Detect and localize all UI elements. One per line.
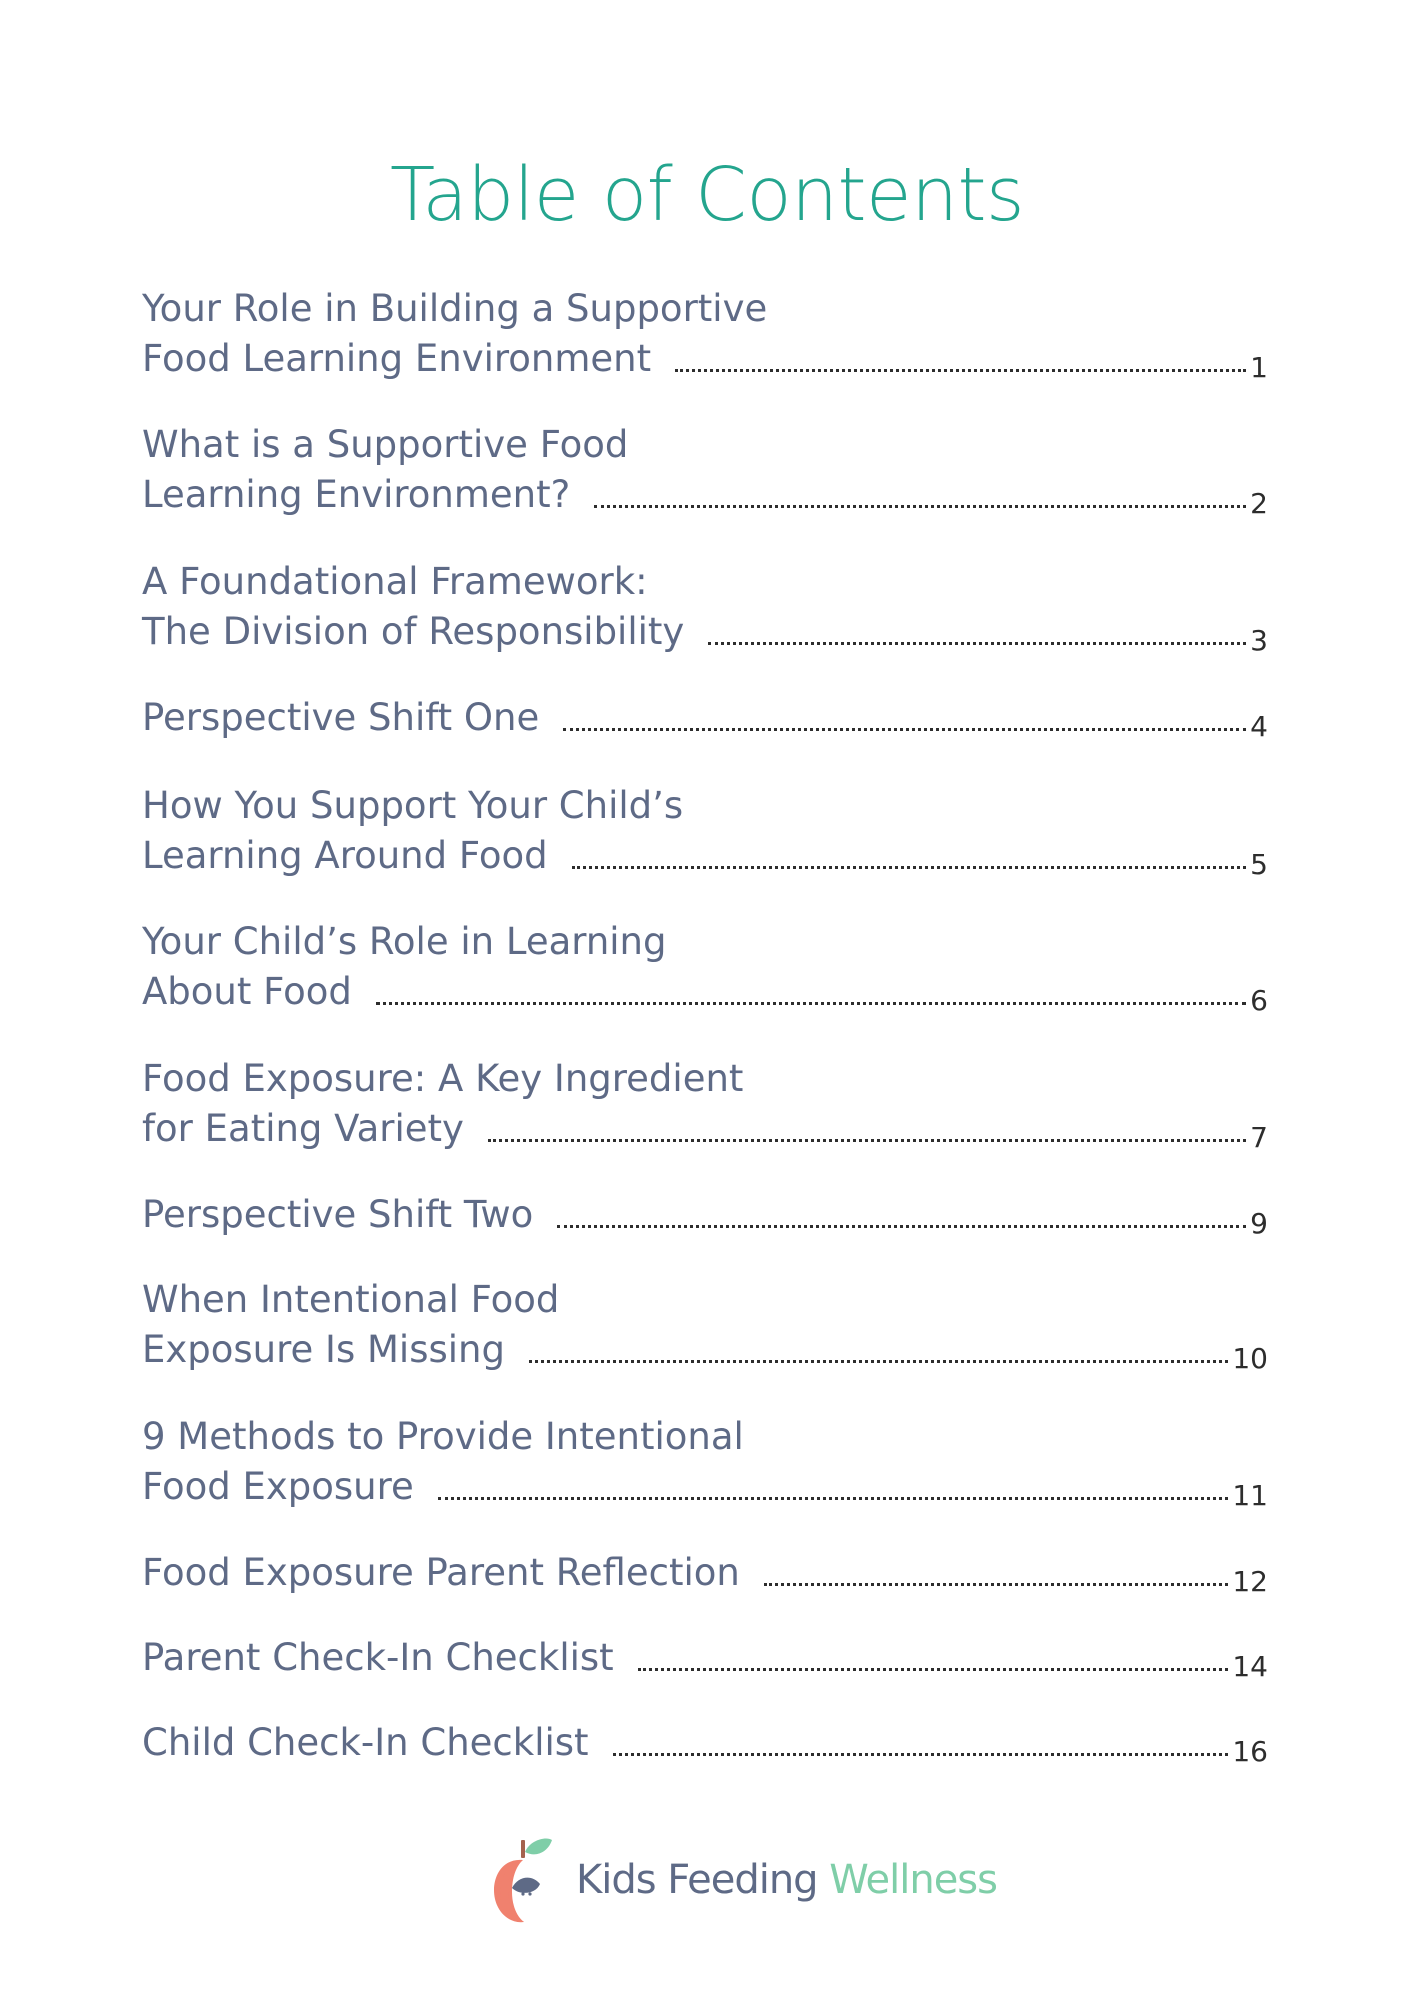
toc-entry[interactable] — [142, 1633, 1268, 1683]
toc-entry-title-line2: for Eating Variety — [142, 1107, 464, 1150]
toc-entry[interactable] — [142, 1054, 1268, 1154]
page-number: 16 — [1232, 1735, 1268, 1768]
toc-entry-title-line1: How You Support Your Child’s — [142, 784, 684, 827]
page-number: 11 — [1232, 1479, 1268, 1512]
toc-entry-title: Perspective Shift One — [142, 696, 540, 739]
dot-leader — [572, 866, 1247, 869]
dot-leader — [764, 1583, 1229, 1586]
page-title: Table of Contents — [389, 152, 1025, 238]
dot-leader — [675, 369, 1246, 372]
toc-entry[interactable] — [142, 917, 1268, 1017]
toc-entry-title-line2: Exposure Is Missing — [142, 1328, 505, 1371]
page-number: 7 — [1250, 1121, 1268, 1154]
toc-entry-title: Food Exposure Parent Reflection — [142, 1551, 740, 1594]
toc-entry-title-line2: The Division of Responsibility — [142, 610, 685, 653]
brand-name-part1: Kids Feeding — [576, 1857, 818, 1903]
page-number: 14 — [1232, 1650, 1268, 1683]
toc-entry[interactable] — [142, 1718, 1268, 1768]
dot-leader — [438, 1497, 1229, 1500]
toc-entry[interactable] — [142, 693, 1268, 743]
toc-entry-title-line1: Your Role in Building a Supportive — [142, 287, 768, 330]
dot-leader — [708, 642, 1246, 645]
dot-leader — [594, 505, 1246, 508]
page-number: 12 — [1232, 1565, 1268, 1598]
toc-entry[interactable] — [142, 284, 1268, 384]
brand-name-part2: Wellness — [829, 1857, 997, 1903]
dot-leader — [638, 1668, 1229, 1671]
toc-entry-title-line1: When Intentional Food — [142, 1278, 560, 1321]
toc-entry[interactable] — [142, 1412, 1268, 1512]
page-number: 10 — [1232, 1342, 1268, 1375]
page-number: 3 — [1250, 624, 1268, 657]
toc-entry-title-line2: Food Learning Environment — [142, 337, 652, 380]
apple-logo-icon — [490, 1832, 560, 1928]
dot-leader — [488, 1139, 1246, 1142]
toc-entry-title-line2: Learning Environment? — [142, 473, 571, 516]
toc-entry[interactable] — [142, 1548, 1268, 1598]
dot-leader — [557, 1225, 1246, 1228]
toc-entry[interactable] — [142, 420, 1268, 520]
page-number: 2 — [1250, 487, 1268, 520]
dot-leader — [563, 728, 1246, 731]
toc-entry[interactable] — [142, 1190, 1268, 1240]
page-number: 4 — [1250, 710, 1268, 743]
toc-entry-title-line1: What is a Supportive Food — [142, 423, 629, 466]
toc-entry-title: Child Check-In Checklist — [142, 1721, 589, 1764]
toc-entry-title: Perspective Shift Two — [142, 1193, 534, 1236]
toc-entry[interactable] — [142, 557, 1268, 657]
toc-entry-title-line1: Your Child’s Role in Learning — [142, 920, 667, 963]
page-number: 1 — [1250, 351, 1268, 384]
page-number: 5 — [1250, 848, 1268, 881]
toc-entry[interactable] — [142, 781, 1268, 881]
toc-entry-title: Parent Check-In Checklist — [142, 1636, 614, 1679]
toc-entry-title-line1: Food Exposure: A Key Ingredient — [142, 1057, 744, 1100]
toc-entry-title-line2: Food Exposure — [142, 1465, 414, 1508]
toc-entry-title-line2: Learning Around Food — [142, 834, 548, 877]
toc-entry-title-line2: About Food — [142, 970, 352, 1013]
brand-logo — [490, 1830, 997, 1930]
toc-entry[interactable] — [142, 1275, 1268, 1375]
dot-leader — [529, 1360, 1228, 1363]
toc-entry-title-line1: 9 Methods to Provide Intentional — [142, 1415, 744, 1458]
page-number: 9 — [1250, 1207, 1268, 1240]
dot-leader — [613, 1753, 1229, 1756]
brand-name — [576, 1857, 997, 1903]
dot-leader — [376, 1002, 1246, 1005]
page-number: 6 — [1250, 984, 1268, 1017]
toc-entry-title-line1: A Foundational Framework: — [142, 560, 648, 603]
